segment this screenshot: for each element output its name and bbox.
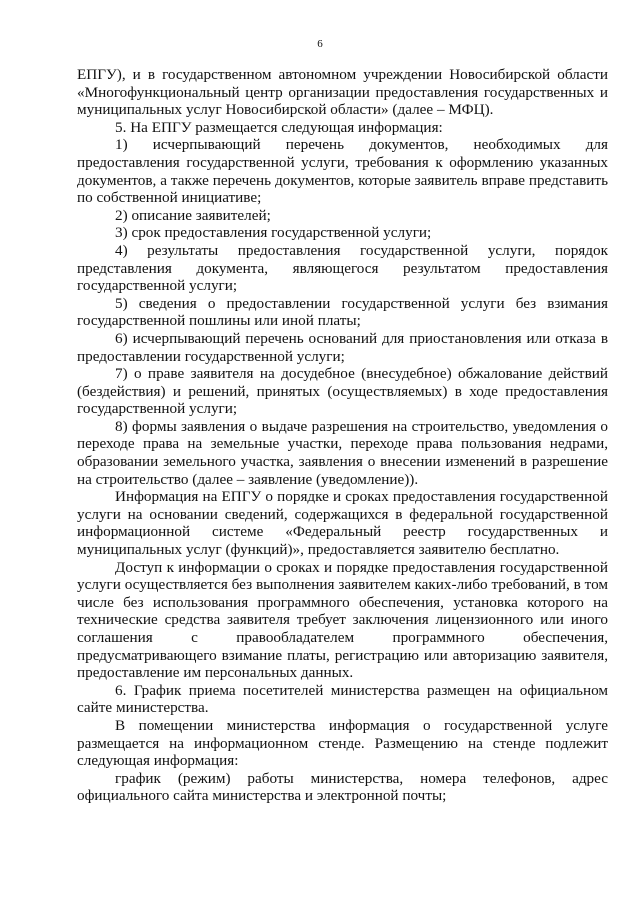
paragraph-item-6: 6. График приема посетителей министерства размещен на официальном сайте министерства. [77, 681, 608, 717]
paragraph-item-5: 5. На ЕПГУ размещается следующая информация: [115, 118, 443, 136]
paragraph-stand-info: В помещении министерства информация о государственной услуге размещается на информационном стенде. Размещению на стенде подлежит следующая информация: [77, 716, 608, 770]
paragraph-epgu-info: Информация на ЕПГУ о порядке и сроках предоставления государственной услуги на основании сведений, содержащихся в федеральной государственной информационной системе «Федеральный реестр государственных и муниципальных услуг (функций)», предоставляется заявителю бесплатно. [77, 488, 608, 559]
paragraph-subitem-2: 2) описание заявителей; [115, 206, 271, 224]
paragraph-subitem-3: 3) срок предоставления государственной услуги; [115, 224, 432, 242]
paragraph-schedule: график (режим) работы министерства, номера телефонов, адрес официального сайта министерства и электронной почты; [77, 769, 608, 805]
paragraph-subitem-1: 1) исчерпывающий перечень документов, необходимых для предоставления государственной услуги, требования к оформлению указанных документов, а также перечень документов, которые заявитель вправе представить по собственной инициативе; [77, 136, 608, 207]
paragraph-continuation: ЕПГУ), и в государственном автономном учреждении Новосибирской области «Многофункциональный центр организации предоставления государственных и муниципальных услуг Новосибирской области» (далее – МФЦ). [77, 66, 608, 119]
page-number: 6 [317, 38, 323, 50]
paragraph-subitem-4: 4) результаты предоставления государственной услуги, порядок представления документа, являющегося результатом предоставления государственной услуги; [77, 241, 608, 295]
paragraph-subitem-7: 7) о праве заявителя на досудебное (внесудебное) обжалование действий (бездействия) и решений, принятых (осуществляемых) в ходе предоставления государственной услуги; [77, 365, 608, 418]
document-body [77, 66, 608, 805]
paragraph-subitem-6: 6) исчерпывающий перечень оснований для приостановления или отказа в предоставлении государственной услуги; [77, 329, 608, 365]
paragraph-subitem-5: 5) сведения о предоставлении государственной услуги без взимания государственной пошлины или иной платы; [77, 294, 608, 330]
paragraph-subitem-8: 8) формы заявления о выдаче разрешения на строительство, уведомления о переходе права на земельные участки, переходе права пользования недрами, образовании земельного участка, заявления о внесении изменений в разрешение на строительство (далее – заявление (уведомление)). [77, 417, 608, 488]
paragraph-access-info: Доступ к информации о сроках и порядке предоставления государственной услуги осуществляется без выполнения заявителем каких-либо требований, в том числе без использования программного обеспечения, установка которого на технические средства заявителя требует заключения лицензионного или иного соглашения с правообладателем программного обеспечения, предусматривающего взимание платы, регистрацию или авторизацию заявителя, предоставление им персональных данных. [77, 558, 608, 682]
